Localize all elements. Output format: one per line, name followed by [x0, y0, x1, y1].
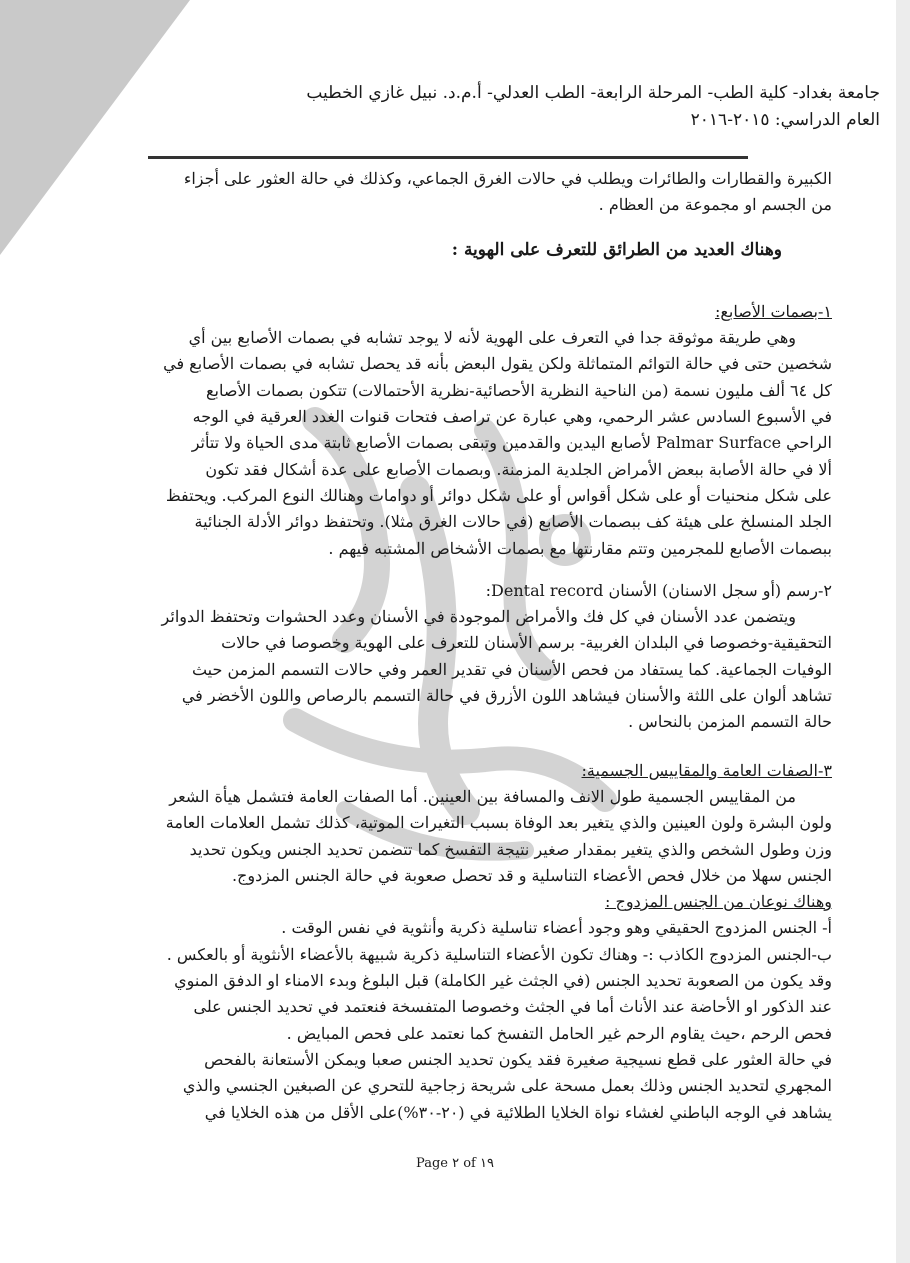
list-item-pseudo-hermaphrodite: ب-الجنس المزدوج الكاذب :- وهناك تكون الأعضاء التناسلية ذكرية شبيهة بالأعضاء الأنثوية أو بالعكس . [166, 944, 832, 964]
paragraph-line: ببصمات الأصابع للمجرمين وتتم مقارنتها مع بصمات الأشخاص المشتبه فيهم . [328, 538, 832, 558]
header-institution: جامعة بغداد- كلية الطب- المرحلة الرابعة- الطب العدلي- أ.م.د. نبيل غازي الخطيب [306, 83, 880, 103]
subheading-hermaphroditism: وهناك نوعان من الجنس المزدوج : [605, 892, 832, 912]
intro-line: الكبيرة والقطارات والطائرات ويطلب في حالات الغرق الجماعي، وكذلك في حالة العثور على أجزاء [183, 169, 832, 188]
paragraph-line: وهي طريقة موثوقة جدا في التعرف على الهوية لأنه لا يوجد تشابه في بصمات الأصابع بين أي [188, 328, 796, 348]
paragraph-line: ولون البشرة ولون العينين والذي يتغير بعد الوفاة بسبب التغيرات الموتية، كذلك تشمل العلامات العامة [165, 813, 832, 833]
page-number: Page ٢ of ١٩ [416, 1156, 494, 1171]
paragraph-line: الراحي Palmar Surface لأصابع اليدين والقدمين وتبقى بصمات الأصابع ثابتة مدى الحياة ولا تتأثر [191, 433, 832, 453]
scan-edge-shadow [896, 0, 910, 1263]
paragraph-line: على شكل منحنيات أو على شكل أقواس أو على شكل دوائر أو دوامات وهنالك النوع المركب. ويحتفظ [165, 485, 832, 505]
paragraph-line: شخصين حتى في حالة التوائم المتماثلة ولكن يقول البعض بأنه قد يحصل تشابه في بصمات الأصابع في [163, 354, 832, 374]
paragraph-line: كل ٦٤ ألف مليون نسمة (من الناحية النظرية الأحصائية-نظرية الأحتمالات) تتكون بصمات الأصابع [206, 380, 832, 400]
paragraph-line: في الأسبوع السادس عشر الرحمي، وهي عبارة عن تراصف فتحات قنوات الغدد العرقية في الوجه [192, 407, 832, 427]
section-heading-dental: ٢-رسم (أو سجل الاسنان) الأسنان Dental record: [485, 580, 832, 600]
paragraph-line: ويتضمن عدد الأسنان في كل فك والأمراض الموجودة في الأسنان وعدد الحشوات وتحتفظ الدوائر [161, 607, 796, 627]
header-academic-year: العام الدراسي: ٢٠١٥-٢٠١٦ [690, 110, 880, 130]
paragraph-line: وقد يكون من الصعوبة تحديد الجنس (في الجثث غير الكاملة) قبل البلوغ وبدء الامناء او الدفق المنوي [174, 971, 832, 991]
paragraph-line: الوفيات الجماعية. كما يستفاد من فحص الأسنان في تقدير العمر وفي حالات التسمم المزمن حيث [191, 659, 832, 679]
paragraph-line: الجنس سهلا من خلال فحص الأعضاء التناسلية و قد تحصل صعوبة في حالة الجنس المزدوج. [231, 865, 832, 885]
page-header [160, 80, 880, 134]
document-body [92, 166, 832, 1126]
paragraph-line: حالة التسمم المزمن بالنحاس . [628, 712, 832, 732]
paragraph-line: الجلد المنسلخ على هيئة كف ببصمات الأصابع (في حالات الغرق مثلا). وتحتفظ دوائر الأدلة الجنائية [194, 512, 832, 532]
paragraph-line: عند الذكور او الأحاضة عند الأناث أما في الجثث وخصوصا المتفسخة فنعتمد في تحديد الجنس على [193, 997, 832, 1017]
paragraph-line: ألا في حالة الأصابة ببعض الأمراض الجلدية المزمنة. وبصمات الأصابع على عدة أشكال فقد تكون [205, 459, 832, 479]
paragraph-line: وزن وطول الشخص والذي يتغير بمقدار صغير نتيجة التفسخ كما تتضمن تحديد الجنس ويكون تحديد [189, 839, 832, 859]
section-heading-body-measures: ٣-الصفات العامة والمقاييس الجسمية: [581, 760, 832, 780]
section-heading-fingerprints: ١-بصمات الأصابع: [715, 301, 832, 321]
paragraph-line: تشاهد ألوان على اللثة والأسنان فيشاهد اللون الأزرق في حالة التسمم بالرصاص واللون الأخضر في [181, 686, 832, 706]
main-title: وهناك العديد من الطرائق للتعرف على الهوية : [451, 239, 782, 260]
paragraph-line: من المقاييس الجسمية طول الانف والمسافة بين العينين. أما الصفات العامة فتشمل هيأة الشعر [169, 786, 796, 806]
intro-line: من الجسم او مجموعة من العظام . [598, 195, 832, 215]
paragraph-line: في حالة العثور على قطع نسيجية صغيرة فقد يكون تحديد الجنس صعبا ويمكن الأستعانة بالفحص [204, 1049, 832, 1069]
paragraph-line: المجهري لتحديد الجنس وذلك بعمل مسحة على شريحة زجاجية للتحري عن الصبغين الجنسي والذي [182, 1076, 832, 1096]
list-item-true-hermaphrodite: أ- الجنس المزدوج الحقيقي وهو وجود أعضاء تناسلية ذكرية وأنثوية في نفس الوقت . [281, 918, 832, 938]
paragraph-line: التحقيقية-وخصوصا في البلدان الغربية- برسم الأسنان للتعرف على الهوية وخصوصا في حالات [221, 633, 832, 653]
paragraph-line: فحص الرحم ،حيث يقاوم الرحم غير الحامل التفسخ كما نعتمد على فحص المبايض . [286, 1023, 832, 1043]
header-divider [148, 156, 748, 159]
paragraph-line: يشاهد في الوجه الباطني لغشاء نواة الخلايا الطلائية في (٢٠-٣٠%)على الأقل من هذه الخلايا في [204, 1102, 832, 1122]
